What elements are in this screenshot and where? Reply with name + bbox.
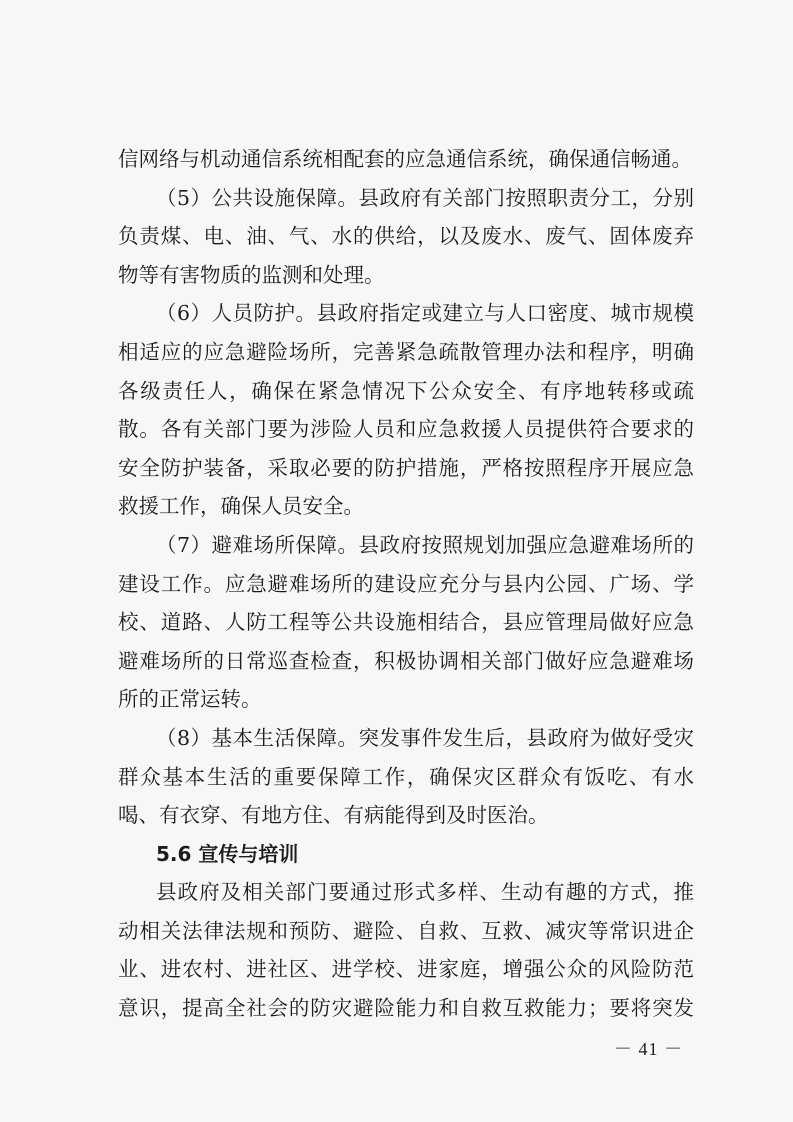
text-line: 业、进农村、进社区、进学校、进家庭，增强公众的风险防范 [118, 957, 694, 982]
section-heading: 5.6 宣传与培训 [156, 841, 299, 866]
text-line: （5）公共设施保障。县政府有关部门按照职责分工，分别 [156, 185, 694, 210]
text-line: 喝、有衣穿、有地方住、有病能得到及时医治。 [118, 803, 549, 828]
text-line: 各级责任人，确保在紧急情况下公众安全、有序地转移或疏 [118, 378, 694, 403]
text-line: 群众基本生活的重要保障工作，确保灾区群众有饭吃、有水 [118, 764, 694, 789]
text-line: 意识，提高全社会的防灾避险能力和自救互救能力；要将突发 [118, 996, 694, 1021]
text-line: 相适应的应急避险场所，完善紧急疏散管理办法和程序，明确 [118, 339, 694, 364]
text-line: 散。各有关部门要为涉险人员和应急救援人员提供符合要求的 [118, 417, 694, 442]
paragraphs-before-heading [118, 140, 694, 835]
text-line: 负责煤、电、油、气、水的供给，以及废水、废气、固体废弃 [118, 224, 694, 249]
text-line: （7）避难场所保障。县政府按照规划加强应急避难场所的 [156, 532, 694, 557]
paragraphs-after-heading [118, 873, 694, 1027]
text-line: （6）人员防护。县政府指定或建立与人口密度、城市规模 [156, 301, 694, 326]
text-line: 动相关法律法规和预防、避险、自救、互救、减灾等常识进企 [118, 918, 694, 943]
text-line: 所的正常运转。 [118, 687, 262, 712]
text-line: 避难场所的日常巡查检查，积极协调相关部门做好应急避难场 [118, 648, 694, 673]
text-line: 县政府及相关部门要通过形式多样、生动有趣的方式，推 [156, 880, 694, 905]
text-line: 信网络与机动通信系统相配套的应急通信系统，确保通信畅通。 [118, 147, 692, 171]
body-text [118, 140, 694, 1028]
page-number-text: － 41 － [614, 1039, 683, 1059]
text-line: 校、道路、人防工程等公共设施相结合，县应管理局做好应急 [118, 610, 694, 635]
text-line: 建设工作。应急避难场所的建设应充分与县内公园、广场、学 [118, 571, 694, 596]
text-line: 物等有害物质的监测和处理。 [118, 262, 385, 287]
text-line: 安全防护装备，采取必要的防护措施，严格按照程序开展应急 [118, 455, 694, 480]
text-line: （8）基本生活保障。突发事件发生后，县政府为做好受灾 [156, 725, 694, 750]
text-line: 救援工作，确保人员安全。 [118, 494, 364, 519]
